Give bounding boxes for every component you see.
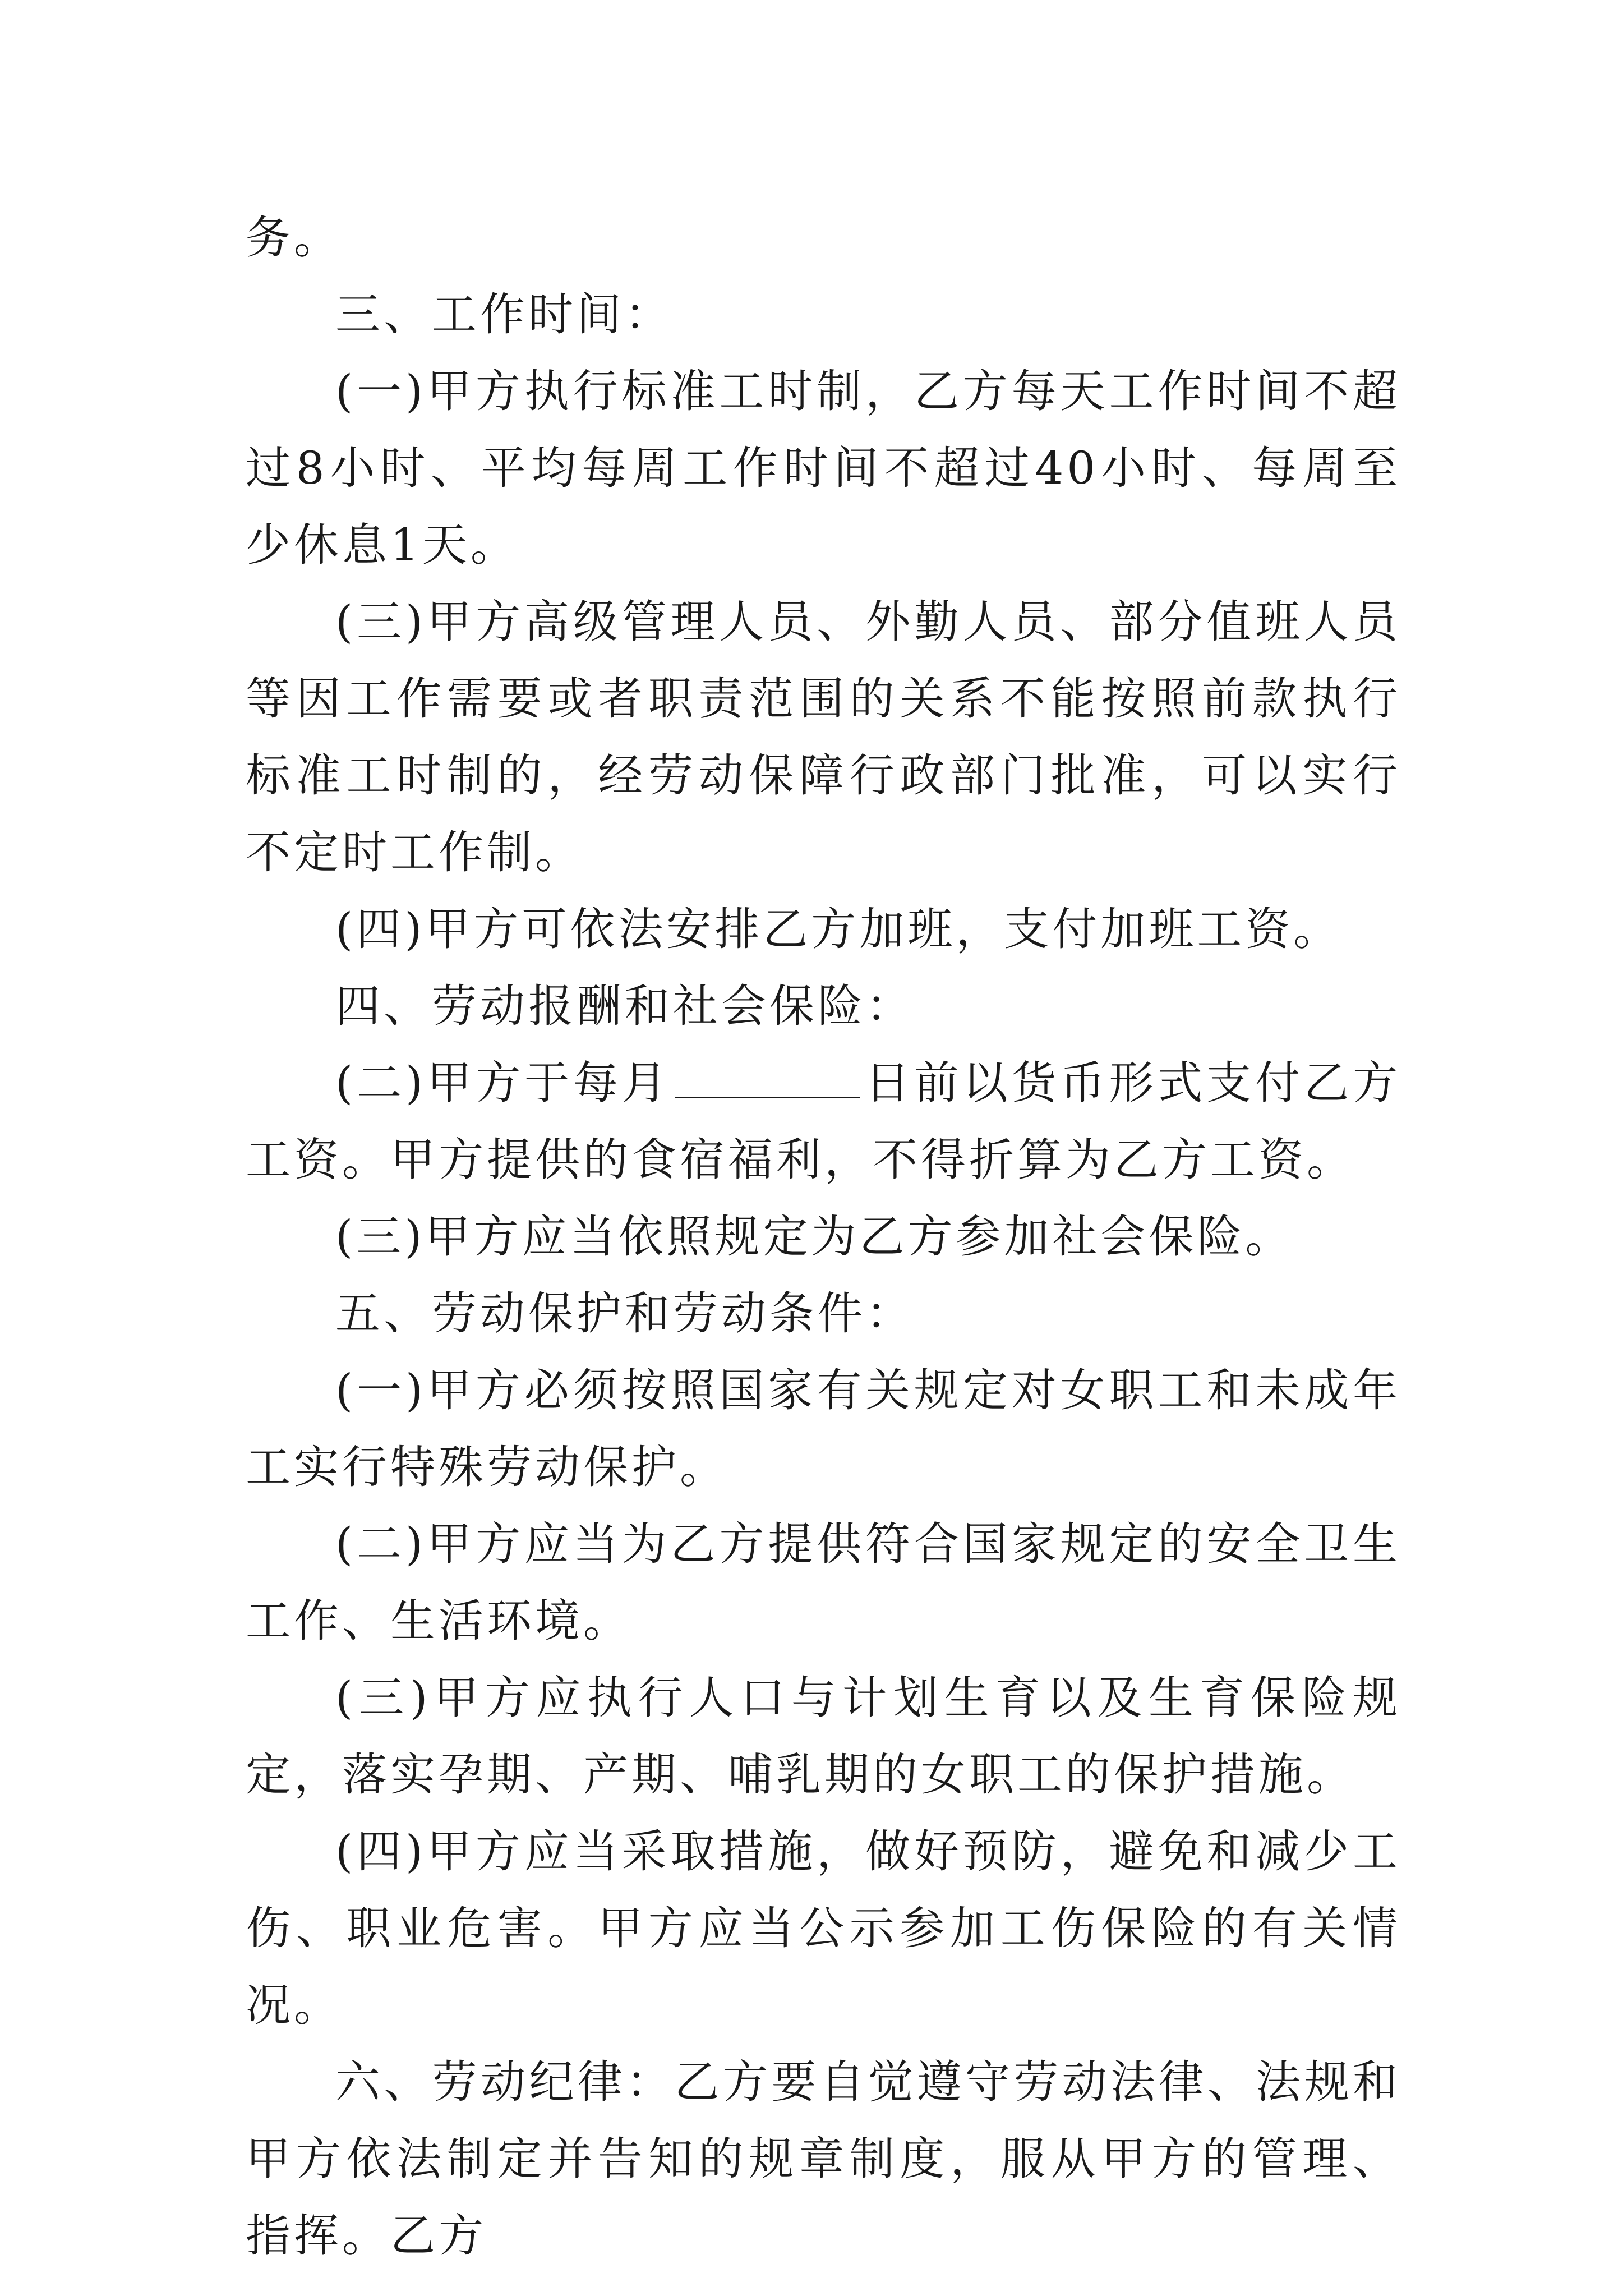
section-heading-pay-insurance: 四、劳动报酬和社会保险：	[335, 980, 914, 1032]
clause-pay-date-after: 日前以货币形式支付乙方工资。甲方提供的食宿福利，不得折算为乙方工资。	[246, 1057, 1401, 1186]
clause-injury-prevention: (四)甲方应当采取措施，做好预防，避免和减少工伤、职业危害。甲方应当公示参加工伤保险的有关情况。	[246, 1825, 1401, 2031]
clause-standard-hours: (一)甲方执行标准工时制，乙方每天工作时间不超过8小时、平均每周工作时间不超过40小时、每周至少休息1天。	[246, 365, 1401, 571]
document-body	[246, 199, 1401, 2274]
clause-safety-environment: (二)甲方应当为乙方提供符合国家规定的安全卫生工作、生活环境。	[246, 1518, 1401, 1647]
paragraph-continuation: 务。	[246, 211, 342, 264]
pay-date-blank	[675, 1057, 860, 1098]
clause-maternity-protection: (三)甲方应执行人口与计划生育以及生育保险规定，落实孕期、产期、哺乳期的女职工的保护措施。	[246, 1672, 1401, 1801]
clause-pay-date-before: (二)甲方于每月	[335, 1057, 671, 1109]
clause-overtime: (四)甲方可依法安排乙方加班，支付加班工资。	[335, 903, 1342, 955]
section-heading-labor-protection: 五、劳动保护和劳动条件：	[335, 1287, 914, 1340]
clause-pay-date	[246, 1045, 1401, 1198]
section-heading-work-time: 三、工作时间：	[335, 288, 673, 341]
clause-social-insurance: (三)甲方应当依照规定为乙方参加社会保险。	[335, 1211, 1294, 1263]
clause-flexible-hours: (三)甲方高级管理人员、外勤人员、部分值班人员等因工作需要或者职责范围的关系不能按照前款执行标准工时制的，经劳动保障行政部门批准，可以实行不定时工作制。	[246, 596, 1401, 878]
clause-special-protection: (一)甲方必须按照国家有关规定对女职工和未成年工实行特殊劳动保护。	[246, 1364, 1401, 1493]
section-heading-labor-discipline: 六、劳动纪律：乙方要自觉遵守劳动法律、法规和甲方依法制定并告知的规章制度，服从甲方的管理、指挥。乙方	[246, 2056, 1401, 2262]
